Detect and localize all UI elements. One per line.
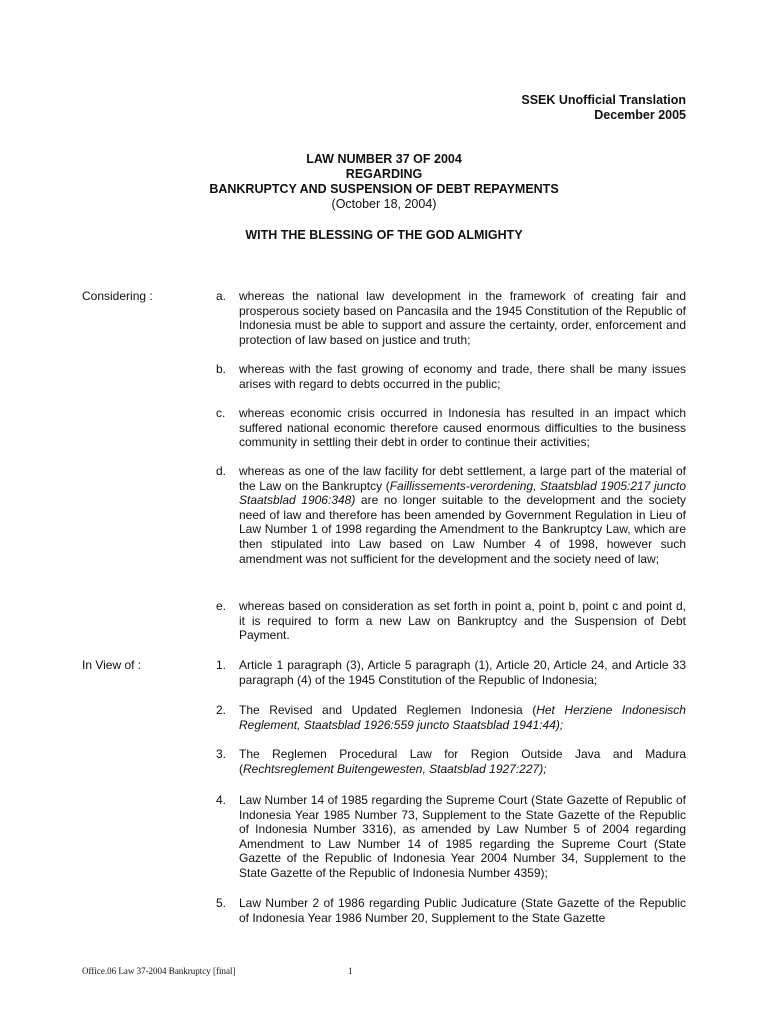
item-marker: c. [216, 406, 226, 420]
item-marker: 3. [216, 747, 227, 761]
item-text: whereas with the fast growing of economy and trade, there shall be many issues arises with regard to debts occurred in the public; [239, 362, 686, 391]
law-title-block [0, 152, 768, 212]
item-text: whereas economic crisis occurred in Indonesia has resulted in an impact which suffered national economic therefore caused enormous difficulties to the business community in settling their debt in order to continue their activities; [239, 406, 686, 450]
law-subject: BANKRUPTCY AND SUSPENSION OF DEBT REPAYMENTS [209, 182, 559, 196]
considering-label: Considering : [82, 289, 153, 303]
footer-filename: Office.06 Law 37-2004 Bankruptcy [final] [82, 966, 236, 976]
considering-item-d [216, 464, 686, 566]
translation-date: December 2005 [594, 108, 686, 122]
item-marker: b. [216, 362, 227, 376]
in-view-item-3 [216, 747, 686, 776]
item-text-italic: Het Herziene Indonesisch Reglement, Staatsblad 1926:559 juncto Staatsblad 1941:44); [239, 703, 686, 732]
in-view-item-2 [216, 703, 686, 732]
item-text-part: whereas as one of the law facility for debt settlement, a large part of the material of the Law on the Bankruptcy ( [239, 464, 686, 493]
item-marker: a. [216, 289, 227, 303]
item-text: Law Number 14 of 1985 regarding the Supreme Court (State Gazette of Republic of Indonesia Year 1985 Number 73, Supplement to the State Gazette of the Republic of Indonesia Number 3316), as amended by Law Number 5 of 2004 regarding Amendment to Law Number 14 of 1985 regarding the Supreme Court (State Gazette of the Republic of Indonesia Year 2004 Number 34, Supplement to the State Gazette of the Republic of Indonesia Number 4359); [239, 793, 686, 880]
item-text-italic: Rechtsreglement Buitengewesten, Staatsblad 1927:227); [243, 761, 547, 776]
item-marker: 1. [216, 658, 227, 672]
law-regarding: REGARDING [345, 167, 423, 181]
law-date: (October 18, 2004) [331, 197, 437, 211]
item-text: whereas based on consideration as set forth in point a, point b, point c and point d, it is required to form a new Law on Bankruptcy and the Suspension of Debt Payment. [239, 599, 686, 643]
item-marker: 4. [216, 793, 227, 807]
in-view-item-5 [216, 896, 686, 925]
item-text: Article 1 paragraph (3), Article 5 paragraph (1), Article 20, Article 24, and Article 33 paragraph (4) of the 1945 Constitution of the Republic of Indonesia; [239, 658, 686, 687]
item-text [239, 747, 686, 776]
item-text [239, 703, 686, 732]
page-number: 1 [348, 966, 353, 976]
item-text [239, 464, 686, 566]
blessing-heading: WITH THE BLESSING OF THE GOD ALMIGHTY [245, 228, 523, 242]
in-view-item-1 [216, 658, 686, 687]
considering-item-e [216, 599, 686, 643]
item-marker: 5. [216, 896, 227, 910]
item-text-part: The Revised and Updated Reglemen Indonesia ( [239, 703, 537, 717]
considering-item-a [216, 289, 686, 347]
item-text-part: The Reglemen Procedural Law for Region Outside Java and Madura ( [239, 747, 686, 776]
in-view-item-4 [216, 793, 686, 881]
law-number: LAW NUMBER 37 OF 2004 [306, 152, 462, 166]
considering-item-c [216, 406, 686, 450]
item-text: Law Number 2 of 1986 regarding Public Judicature (State Gazette of the Republic of Indonesia Year 1986 Number 20, Supplement to the State Gazette [239, 896, 686, 925]
item-marker: d. [216, 464, 227, 478]
item-text-part: are no longer suitable to the development and the society need of law and therefore has been amended by Government Regulation in Lieu of Law Number 1 of 1998 regarding the Amendment to the Bankruptcy Law, which are then stipulated into Law based on Law Number 4 of 1998, however such amendment was not sufficient for the development and the society need of law; [239, 493, 687, 566]
in-view-of-label: In View of : [82, 658, 142, 672]
item-text: whereas the national law development in the framework of creating fair and prosperous society based on Pancasila and the 1945 Constitution of the Republic of Indonesia must be able to support and assure the certainty, order, enforcement and protection of law based on justice and truth; [239, 289, 686, 347]
item-text-italic: Faillissements-verordening, Staatsblad 1905:217 juncto Staatsblad 1906:348) [239, 478, 686, 508]
translation-header [521, 93, 686, 123]
considering-item-b [216, 362, 686, 391]
item-marker: 2. [216, 703, 227, 717]
item-marker: e. [216, 599, 227, 613]
translation-note: SSEK Unofficial Translation [521, 93, 686, 107]
